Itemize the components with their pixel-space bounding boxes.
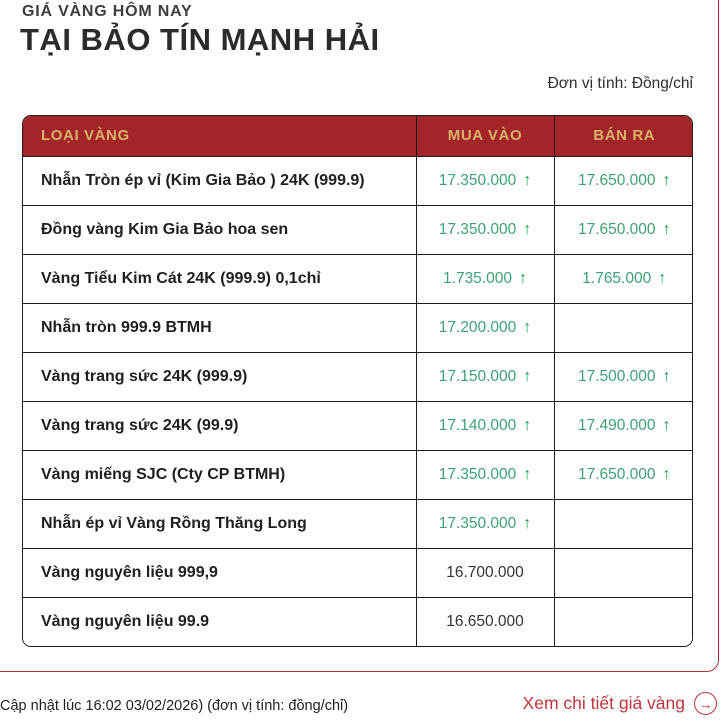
sell-price-cell: [554, 303, 693, 352]
buy-price-cell: [416, 205, 554, 254]
sell-price-value: 17.650.000: [577, 220, 656, 238]
buy-price-value: 17.150.000: [438, 367, 517, 385]
buy-price-value: 16.700.000: [446, 563, 524, 581]
gold-type-cell: Vàng trang sức 24K (999.9): [23, 352, 416, 401]
column-header-type: LOẠI VÀNG: [23, 116, 416, 156]
table-row: [23, 205, 693, 254]
buy-price-value: 17.140.000: [438, 416, 517, 434]
buy-up-arrow-icon: ↑: [523, 171, 532, 189]
table-row: [23, 548, 693, 597]
buy-price-cell: [416, 597, 554, 646]
table-row: [23, 254, 693, 303]
table-row: [23, 597, 693, 646]
gold-type-cell: Nhẫn Tròn ép vỉ (Kim Gia Bảo ) 24K (999.9): [23, 156, 416, 205]
page-title: TẠI BẢO TÍN MẠNH HẢI: [20, 22, 380, 57]
sell-price-cell: [554, 450, 693, 499]
table-row: [23, 401, 693, 450]
table-row: [23, 450, 693, 499]
price-table-body: [23, 156, 693, 646]
table-row: [23, 352, 693, 401]
column-header-sell: BÁN RA: [554, 116, 693, 156]
sell-price-cell: [554, 548, 693, 597]
buy-up-arrow-icon: ↑: [523, 367, 532, 385]
sell-up-arrow-icon: ↑: [662, 367, 671, 385]
sell-price-value: 17.500.000: [577, 367, 656, 385]
sell-price-value: 17.490.000: [577, 416, 656, 434]
sell-up-arrow-icon: ↑: [662, 171, 671, 189]
sell-price-cell: [554, 352, 693, 401]
gold-type-cell: Nhẫn ép vỉ Vàng Rồng Thăng Long: [23, 499, 416, 548]
sell-price-value: 17.650.000: [577, 171, 656, 189]
buy-price-cell: [416, 303, 554, 352]
sell-price-cell: [554, 597, 693, 646]
buy-price-value: 17.350.000: [438, 171, 517, 189]
buy-price-cell: [416, 499, 554, 548]
buy-price-value: 16.650.000: [446, 612, 524, 630]
buy-up-arrow-icon: ↑: [523, 514, 532, 532]
column-header-buy: MUA VÀO: [416, 116, 554, 156]
buy-up-arrow-icon: ↑: [518, 269, 527, 287]
buy-price-cell: [416, 352, 554, 401]
table-row: [23, 156, 693, 205]
buy-price-value: 17.350.000: [438, 220, 517, 238]
buy-price-value: 1.735.000: [443, 269, 512, 287]
last-updated-text: Cập nhật lúc 16:02 03/02/2026) (đơn vị tính: đồng/chỉ): [0, 698, 349, 714]
buy-up-arrow-icon: ↑: [523, 465, 532, 483]
gold-type-cell: Nhẫn tròn 999.9 BTMH: [23, 303, 416, 352]
gold-type-cell: Vàng trang sức 24K (99.9): [23, 401, 416, 450]
unit-note: Đơn vị tính: Đồng/chỉ: [547, 75, 693, 92]
sell-up-arrow-icon: ↑: [662, 220, 671, 238]
sell-price-cell: [554, 401, 693, 450]
gold-type-cell: Vàng Tiểu Kim Cát 24K (999.9) 0,1chỉ: [23, 254, 416, 303]
buy-up-arrow-icon: ↑: [523, 318, 532, 336]
buy-price-value: 17.350.000: [438, 465, 517, 483]
view-detail-link[interactable]: [523, 692, 717, 715]
gold-type-cell: Đồng vàng Kim Gia Bảo hoa sen: [23, 205, 416, 254]
price-table: [22, 115, 693, 647]
sell-price-value: 1.765.000: [582, 269, 652, 287]
buy-price-cell: [416, 548, 554, 597]
buy-price-cell: [416, 156, 554, 205]
buy-price-cell: [416, 254, 554, 303]
sell-up-arrow-icon: ↑: [662, 465, 671, 483]
sell-price-value: 17.650.000: [577, 465, 656, 483]
circle-arrow-right-icon: →: [694, 692, 717, 715]
sell-price-cell: [554, 254, 693, 303]
sell-up-arrow-icon: ↑: [662, 416, 671, 434]
buy-price-value: 17.200.000: [438, 318, 517, 336]
table-row: [23, 303, 693, 352]
gold-type-cell: Vàng miếng SJC (Cty CP BTMH): [23, 450, 416, 499]
gold-type-cell: Vàng nguyên liệu 99.9: [23, 597, 416, 646]
buy-price-value: 17.350.000: [438, 514, 517, 532]
sell-price-cell: [554, 499, 693, 548]
buy-up-arrow-icon: ↑: [523, 416, 532, 434]
table-row: [23, 499, 693, 548]
sell-price-cell: [554, 205, 693, 254]
gold-type-cell: Vàng nguyên liệu 999,9: [23, 548, 416, 597]
view-detail-label: Xem chi tiết giá vàng: [522, 693, 685, 713]
buy-up-arrow-icon: ↑: [523, 220, 532, 238]
page-kicker: GIÁ VÀNG HÔM NAY: [22, 3, 193, 20]
buy-price-cell: [416, 401, 554, 450]
sell-price-cell: [554, 156, 693, 205]
sell-up-arrow-icon: ↑: [658, 269, 667, 287]
table-header-row: [23, 116, 693, 156]
buy-price-cell: [416, 450, 554, 499]
